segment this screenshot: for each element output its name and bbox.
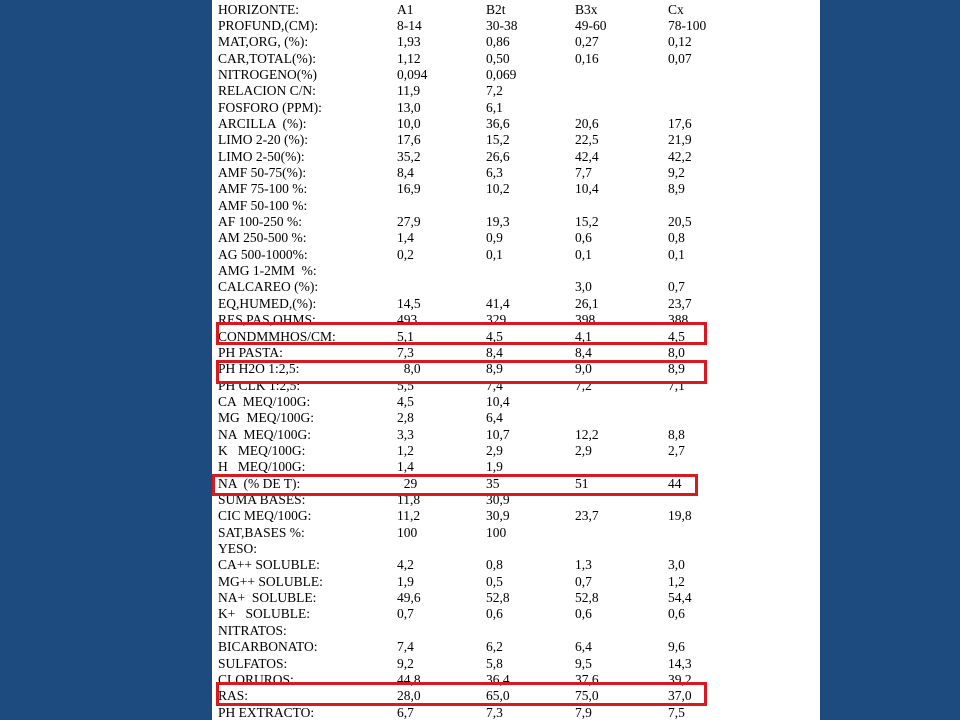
value-cx: 7,5 [668,704,685,720]
value-a1: 1,4 [397,459,414,475]
value-a1: 6,7 [397,704,414,720]
value-cx: 8,0 [668,344,685,360]
value-b2t: 30-38 [486,17,518,33]
value-cx: 8,8 [668,426,685,442]
table-row [212,656,820,672]
row-label: NA+ SOLUBLE: [218,590,317,606]
value-a1: 28,0 [397,688,421,704]
value-a1: 5,1 [397,328,414,344]
value-cx: 0,8 [668,230,685,246]
table-row [212,116,820,132]
value-b3x: 4,1 [575,328,592,344]
value-b3x: 2,9 [575,442,592,458]
row-label: EQ,HUMED,(%): [218,295,317,311]
value-b3x: 9,0 [575,361,592,377]
value-cx: 54,4 [668,590,692,606]
table-row [212,623,820,639]
value-a1: A1 [397,1,414,17]
value-a1: 493 [397,312,418,328]
table-row [212,149,820,165]
value-a1: 1,2 [397,442,414,458]
value-cx: 7,1 [668,377,685,393]
value-a1: 14,5 [397,295,421,311]
row-label: CA MEQ/100G: [218,393,311,409]
value-b2t: 35 [486,475,500,491]
row-label: PH EXTRACTO: [218,704,315,720]
value-cx: 21,9 [668,132,692,148]
value-a1: 13,0 [397,99,421,115]
value-b2t: B2t [486,1,506,17]
table-row [212,34,820,50]
value-cx: 42,2 [668,148,692,164]
row-label: RELACION C/N: [218,83,316,99]
value-a1: 17,6 [397,132,421,148]
row-label: HORIZONTE: [218,1,299,17]
table-row [212,525,820,541]
row-label: ARCILLA (%): [218,115,307,131]
value-b3x: 7,7 [575,165,592,180]
table-row [212,541,820,557]
value-b2t: 2,9 [486,442,503,458]
value-b3x: 22,5 [575,132,599,148]
row-label: K MEQ/100G: [218,442,306,458]
value-cx: 2,7 [668,442,685,458]
value-b3x: 26,1 [575,295,599,311]
value-b3x: B3x [575,1,598,17]
value-b3x: 7,2 [575,377,592,393]
value-b3x: 7,9 [575,704,592,720]
value-b2t: 0,6 [486,606,503,622]
value-b2t: 0,069 [486,66,517,82]
table-row [212,557,820,573]
table-row [212,100,820,116]
value-b3x: 6,4 [575,639,592,655]
value-cx: 1,2 [668,573,685,589]
row-label: CLORUROS: [218,671,294,687]
table-row [212,394,820,410]
row-label: MG MEQ/100G: [218,410,315,426]
row-label: AMG 1-2MM %: [218,263,317,279]
value-a1: 2,8 [397,410,414,426]
value-a1: 1,12 [397,50,421,66]
row-label: SUMA BASES: [218,492,306,507]
value-b3x: 15,2 [575,214,599,230]
soil-analysis-sheet [212,0,820,720]
table-row [212,427,820,443]
value-cx: 37,0 [668,688,692,704]
value-b2t: 0,5 [486,573,503,589]
row-label: BICARBONATO: [218,639,318,655]
value-b3x: 0,6 [575,230,592,246]
table-row [212,705,820,720]
table-row [212,606,820,622]
value-b2t: 0,9 [486,230,503,246]
table-row [212,639,820,655]
value-b2t: 7,3 [486,704,503,720]
value-cx: 0,12 [668,34,692,50]
value-b2t: 10,4 [486,393,510,409]
value-a1: 0,094 [397,66,428,82]
table-row [212,165,820,181]
table-row [212,263,820,279]
value-b3x: 0,1 [575,246,592,262]
row-label: AMF 50-75(%): [218,165,307,180]
row-label: CALCAREO (%): [218,279,319,295]
table-row [212,279,820,295]
value-b2t: 41,4 [486,295,510,311]
value-cx: 8,9 [668,181,685,197]
row-label: H MEQ/100G: [218,459,306,475]
value-b3x: 0,16 [575,50,599,66]
value-cx: 8,9 [668,361,685,377]
value-cx: 19,8 [668,508,692,524]
value-b3x: 1,3 [575,557,592,573]
table-row [212,83,820,99]
value-cx: 4,5 [668,328,685,344]
value-b3x: 42,4 [575,148,599,164]
table-row [212,2,820,18]
value-a1: 3,3 [397,426,414,442]
value-a1: 9,2 [397,655,414,671]
value-a1: 11,9 [397,83,421,99]
value-b2t: 36,4 [486,671,510,687]
value-b2t: 6,2 [486,639,503,655]
value-b2t: 65,0 [486,688,510,704]
row-label: MAT,ORG, (%): [218,34,309,50]
value-b2t: 100 [486,524,507,540]
value-a1: 8,4 [397,165,414,180]
highlight-box-ph-h2o [216,360,707,384]
value-a1: 49,6 [397,590,421,606]
value-a1: 8,0 [397,361,421,377]
row-label: RES,PAS,OHMS: [218,312,316,328]
table-row [212,51,820,67]
value-a1: 7,3 [397,344,414,360]
table-row [212,67,820,83]
value-a1: 4,2 [397,557,414,573]
highlight-box-conductivity [216,322,707,345]
value-b3x: 398 [575,312,596,328]
value-a1: 1,9 [397,573,414,589]
table-row [212,443,820,459]
value-cx: 0,07 [668,50,692,66]
value-a1: 27,9 [397,214,421,230]
row-label: RAS: [218,688,249,704]
value-cx: 388 [668,312,689,328]
value-a1: 10,0 [397,115,421,131]
value-a1: 100 [397,524,418,540]
value-a1: 11,8 [397,492,421,507]
value-a1: 16,9 [397,181,421,197]
value-b2t: 0,1 [486,246,503,262]
value-b3x: 52,8 [575,590,599,606]
value-cx: 23,7 [668,295,692,311]
value-b2t: 26,6 [486,148,510,164]
value-b3x: 49-60 [575,17,607,33]
value-b3x: 0,27 [575,34,599,50]
value-a1: 11,2 [397,508,421,524]
value-cx: Cx [668,1,684,17]
value-b3x: 0,6 [575,606,592,622]
row-label: CA++ SOLUBLE: [218,557,320,573]
row-label: LIMO 2-20 (%): [218,132,308,148]
value-b2t: 8,4 [486,344,503,360]
value-b3x: 12,2 [575,426,599,442]
value-b2t: 5,8 [486,655,503,671]
value-b3x: 9,5 [575,655,592,671]
row-label: YESO: [218,541,258,557]
row-label: AG 500-1000%: [218,246,308,262]
row-label: PH PASTA: [218,344,283,360]
row-label: AM 250-500 %: [218,230,307,246]
value-cx: 39,2 [668,671,692,687]
row-label: SULFATOS: [218,655,288,671]
row-label: NITRATOS: [218,622,287,638]
value-a1: 4,5 [397,393,414,409]
row-label: AMF 50-100 %: [218,197,308,213]
table-row [212,198,820,214]
highlight-box-na-percent [212,474,698,496]
value-b2t: 6,4 [486,410,503,426]
row-label: CONDMMHOS/CM: [218,328,336,344]
row-label: FOSFORO (PPM): [218,99,322,115]
value-b2t: 7,4 [486,377,503,393]
value-b2t: 6,1 [486,99,503,115]
table-row [212,18,820,34]
value-b3x: 0,7 [575,573,592,589]
value-a1: 5,5 [397,377,414,393]
value-b2t: 36,6 [486,115,510,131]
value-b3x: 51 [575,475,589,491]
value-cx: 0,1 [668,246,685,262]
table-row [212,410,820,426]
value-cx: 3,0 [668,557,685,573]
value-a1: 44,8 [397,671,421,687]
table-row [212,345,820,361]
row-label: NA (% DE T): [218,475,301,491]
value-b2t: 30,9 [486,492,510,507]
value-a1: 7,4 [397,639,414,655]
value-cx: 20,5 [668,214,692,230]
value-a1: 1,93 [397,34,421,50]
value-b2t: 7,2 [486,83,503,99]
table-row [212,590,820,606]
value-a1: 0,7 [397,606,414,622]
value-b3x: 23,7 [575,508,599,524]
value-b2t: 6,3 [486,165,503,180]
row-label: SAT,BASES %: [218,524,305,540]
value-b2t: 8,9 [486,361,503,377]
value-b3x: 8,4 [575,344,592,360]
value-b2t: 0,86 [486,34,510,50]
value-a1: 29 [397,475,418,491]
row-label: PH H2O 1:2,5: [218,361,300,377]
value-b3x: 3,0 [575,279,592,295]
value-b2t: 4,5 [486,328,503,344]
row-label: MG++ SOLUBLE: [218,573,323,589]
value-cx: 14,3 [668,655,692,671]
row-label: PH CLK 1:2,5: [218,377,301,393]
value-cx: 0,6 [668,606,685,622]
value-cx: 9,6 [668,639,685,655]
value-cx: 17,6 [668,115,692,131]
highlight-box-ras [216,682,707,706]
value-b3x: 75,0 [575,688,599,704]
value-a1: 1,4 [397,230,414,246]
value-b3x: 20,6 [575,115,599,131]
table-row [212,214,820,230]
row-label: AF 100-250 %: [218,214,302,230]
value-b2t: 15,2 [486,132,510,148]
row-label: AMF 75-100 %: [218,181,308,197]
value-cx: 0,7 [668,279,685,295]
value-a1: 8-14 [397,17,422,33]
value-b2t: 52,8 [486,590,510,606]
value-b2t: 19,3 [486,214,510,230]
value-b3x: 37,6 [575,671,599,687]
value-cx: 9,2 [668,165,685,180]
table-row [212,181,820,197]
value-b2t: 0,8 [486,557,503,573]
row-label: K+ SOLUBLE: [218,606,310,622]
table-row [212,230,820,246]
table-row [212,574,820,590]
row-label: LIMO 2-50(%): [218,148,305,164]
value-b2t: 0,50 [486,50,510,66]
row-label: NA MEQ/100G: [218,426,312,442]
row-label: CIC MEQ/100G: [218,508,312,524]
value-b2t: 329 [486,312,507,328]
value-b3x: 10,4 [575,181,599,197]
value-cx: 44 [668,475,682,491]
table-row [212,247,820,263]
value-a1: 0,2 [397,246,414,262]
value-b2t: 1,9 [486,459,503,475]
row-label: PROFUND,(CM): [218,17,319,33]
value-a1: 35,2 [397,148,421,164]
value-cx: 78-100 [668,17,707,33]
value-b2t: 10,2 [486,181,510,197]
row-label: NITROGENO(%) [218,66,317,82]
table-row [212,296,820,312]
value-b2t: 10,7 [486,426,510,442]
table-row [212,132,820,148]
row-label: CAR,TOTAL(%): [218,50,317,66]
table-row [212,508,820,524]
value-b2t: 30,9 [486,508,510,524]
